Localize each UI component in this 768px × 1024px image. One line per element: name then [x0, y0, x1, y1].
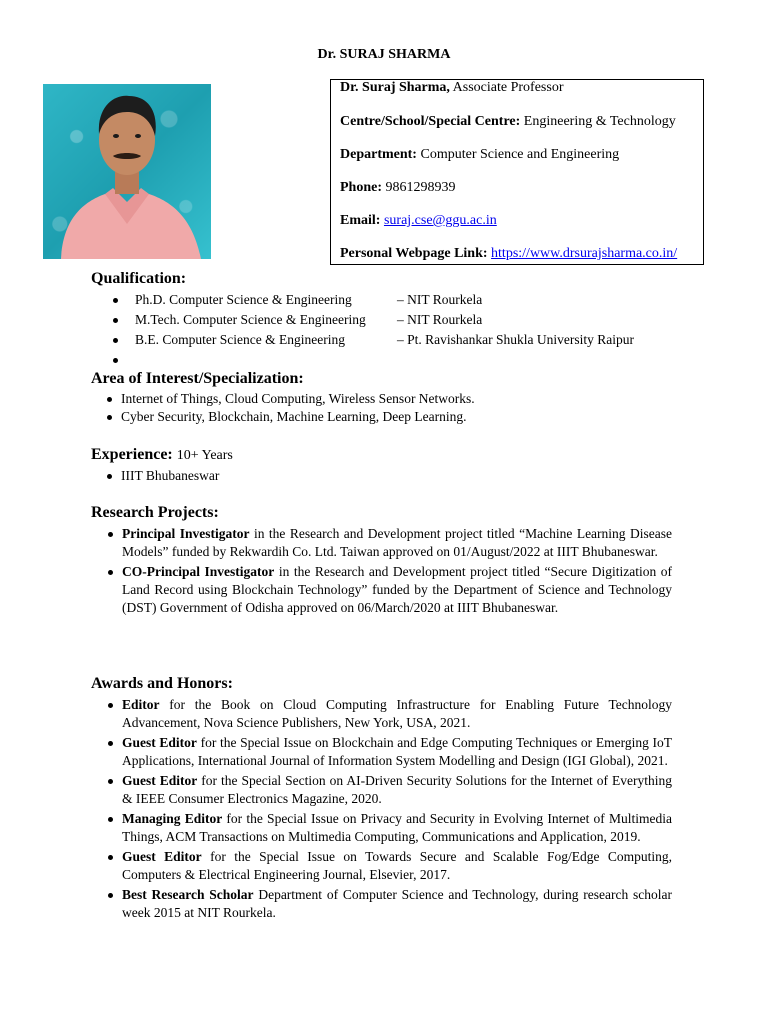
awards-heading: Awards and Honors: — [91, 675, 233, 692]
experience-heading — [91, 446, 233, 464]
name: Dr. Suraj Sharma, — [340, 80, 450, 95]
email-label: Email: — [340, 213, 381, 228]
description: in the Research and Development project titled “Machine Learning Disease Models” funded by Rekwardih Co. Ltd. Taiwan approved on 01/August/2022 at IIIT Bhubaneswar. — [122, 526, 672, 559]
role: Guest Editor — [122, 849, 202, 864]
list-item — [106, 772, 672, 808]
interest-heading: Area of Interest/Specialization: — [91, 370, 304, 387]
qualification-list — [110, 290, 634, 370]
description: for the Special Section on AI-Driven Security Solutions for the Internet of Everything & IEEE Consumer Electronics Magazine, 2020. — [122, 773, 672, 806]
description: for the Book on Cloud Computing Infrastructure for Enabling Future Technology Advancement, Nova Science Publishers, New York, USA, 2021. — [122, 697, 672, 730]
institute: – NIT Rourkela — [397, 292, 483, 307]
awards-list — [106, 696, 672, 924]
experience-list — [107, 467, 219, 485]
person-illustration — [43, 84, 211, 259]
description: Department of Computer Science and Technology, during research scholar week 2015 at NIT Rourkela. — [122, 887, 672, 920]
designation: Associate Professor — [452, 80, 564, 95]
role: Guest Editor — [122, 773, 198, 788]
role: Managing Editor — [122, 811, 223, 826]
department-row — [340, 147, 619, 163]
department-value: Computer Science and Engineering — [420, 147, 620, 162]
list-item — [106, 810, 672, 846]
list-item: Cyber Security, Blockchain, Machine Learning, Deep Learning. — [107, 408, 475, 426]
list-item — [106, 734, 672, 770]
contact-info-box — [330, 79, 704, 265]
institute: – Pt. Ravishankar Shukla University Raipur — [397, 332, 634, 347]
centre-row — [340, 114, 676, 130]
list-item: Internet of Things, Cloud Computing, Wireless Sensor Networks. — [107, 390, 475, 408]
list-item — [110, 310, 634, 330]
interest-list — [107, 390, 475, 426]
role: Principal Investigator — [122, 526, 250, 541]
webpage-label: Personal Webpage Link: — [340, 246, 488, 261]
role: Guest Editor — [122, 735, 197, 750]
name-row — [340, 80, 563, 96]
list-item — [106, 886, 672, 922]
centre-value: Engineering & Technology — [523, 114, 676, 129]
description: for the Special Issue on Towards Secure and Scalable Fog/Edge Computing, Computers & Electrical Engineering Journal, Elsevier, 2017. — [122, 849, 672, 882]
list-item — [106, 563, 672, 617]
description: for the Special Issue on Blockchain and Edge Computing Techniques or Emerging IoT Applications, International Journal of Information System Modelling and Design (IGI Global), 2021. — [122, 735, 672, 768]
phone-row — [340, 180, 456, 196]
experience-title: Experience: — [91, 446, 173, 463]
page-title: Dr. SURAJ SHARMA — [317, 47, 451, 62]
description: for the Special Issue on Privacy and Security in Evolving Internet of Multimedia Things, ACM Transactions on Multimedia Computing, Communications and Application, 2019. — [122, 811, 672, 844]
role: Editor — [122, 697, 160, 712]
profile-photo — [43, 84, 211, 259]
list-item: IIIT Bhubaneswar — [107, 467, 219, 485]
experience-years: 10+ Years — [176, 448, 233, 463]
list-item — [110, 330, 634, 350]
role: Best Research Scholar — [122, 887, 254, 902]
qualification-heading: Qualification: — [91, 270, 187, 287]
role: CO-Principal Investigator — [122, 564, 275, 579]
degree: Ph.D. Computer Science & Engineering — [135, 292, 352, 307]
email-row — [340, 213, 497, 229]
list-item-empty — [110, 350, 634, 370]
description: in the Research and Development project titled “Secure Digitization of Land Record using Blockchain Technology” funded by the Department of Science and Technology (DST) Government of Odisha approved on 06/March/2020 at IIIT Bhubaneswar. — [122, 564, 672, 615]
degree: M.Tech. Computer Science & Engineering — [135, 312, 366, 327]
phone-label: Phone: — [340, 180, 382, 195]
email-link[interactable]: suraj.cse@ggu.ac.in — [383, 213, 497, 228]
degree: B.E. Computer Science & Engineering — [135, 332, 345, 347]
list-item — [106, 525, 672, 561]
institute: – NIT Rourkela — [397, 312, 483, 327]
list-item — [106, 696, 672, 732]
webpage-row — [340, 246, 677, 262]
department-label: Department: — [340, 147, 417, 162]
list-item — [110, 290, 634, 310]
list-item — [106, 848, 672, 884]
centre-label: Centre/School/Special Centre: — [340, 114, 521, 129]
projects-heading: Research Projects: — [91, 504, 219, 521]
projects-list — [106, 525, 672, 619]
webpage-link[interactable]: https://www.drsurajsharma.co.in/ — [491, 246, 678, 261]
phone-value: 9861298939 — [385, 180, 456, 195]
